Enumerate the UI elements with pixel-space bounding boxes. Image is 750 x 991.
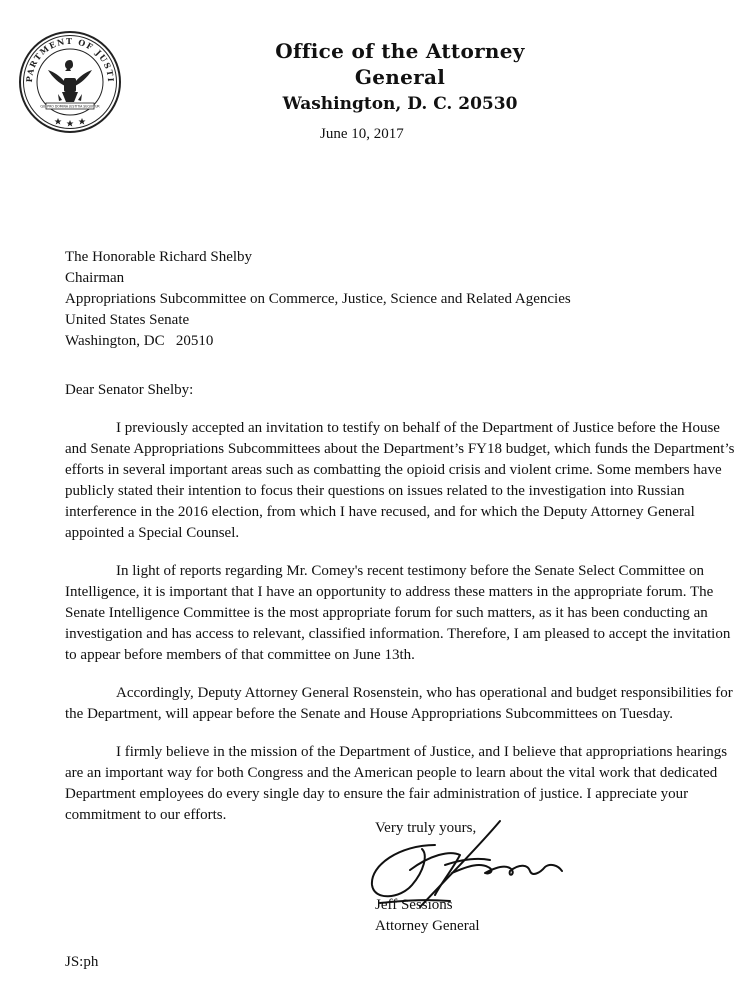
recipient-address xyxy=(65,247,737,352)
paragraph: I firmly believe in the mission of the Department of Justice, and I believe that appropriations hearings are an important way for both Congress and the American people to learn about the vital work that dedicated Department employees do every single day to ensure the fair administration of justice. I appreciate your commitment to our efforts. xyxy=(65,744,728,823)
paragraph: Accordingly, Deputy Attorney General Rosenstein, who has operational and budget responsibilities for the Department, will appear before the Senate and House Appropriations Subcommittees on Tuesday. xyxy=(65,685,733,722)
salutation: Dear Senator Shelby: xyxy=(65,382,194,398)
address-line: Washington, DC 20510 xyxy=(65,333,214,349)
signer-name: Jeff Sessions xyxy=(375,897,453,913)
address-line: United States Senate xyxy=(65,312,190,328)
handwritten-signature-icon xyxy=(340,815,570,915)
letterhead xyxy=(230,38,570,116)
paragraph: I previously accepted an invitation to testify on behalf of the Department of Justice before the House and Senate Appropriations Subcommittees about the Department’s FY18 budget, which funds the Department’s efforts in several important areas such as combatting the opioid crisis and violent crime. Some members have publicly stated their intention to focus their questions on issues related to the investigation into Russian interference in the 2016 election, from which I have recused, and for which the Deputy Attorney General appointed a Special Counsel. xyxy=(65,420,735,541)
svg-text:QUI PRO DOMINA JUSTITIA SEQUIT: QUI PRO DOMINA JUSTITIA SEQUITUR xyxy=(40,104,100,109)
svg-text:DEPARTMENT OF JUSTICE: PARTMENT OF JUSTI xyxy=(23,35,117,84)
address-line: Appropriations Subcommittee on Commerce, Justice, Science and Related Agencies xyxy=(65,291,571,307)
typist-initials: JS:ph xyxy=(65,954,99,970)
letterhead-city: Washington, D. C. 20530 xyxy=(282,94,518,114)
doj-seal-icon xyxy=(18,30,122,134)
letter-date: June 10, 2017 xyxy=(320,126,404,142)
signer-title: Attorney General xyxy=(375,918,480,934)
address-line: Chairman xyxy=(65,270,125,286)
address-line: The Honorable Richard Shelby xyxy=(65,249,253,265)
letterhead-office: Office of the Attorney General xyxy=(275,39,525,89)
paragraph: In light of reports regarding Mr. Comey's recent testimony before the Senate Select Committee on Intelligence, it is important that I have an opportunity to address these matters in the appropriate forum. The Senate Intelligence Committee is the most appropriate forum for such matters, as it has been conducting an investigation and has access to relevant, classified information. Therefore, I am pleased to accept the invitation to appear before members of that committee on June 13th. xyxy=(65,563,731,663)
valediction: Very truly yours, xyxy=(375,820,477,836)
letter-body xyxy=(65,247,737,826)
